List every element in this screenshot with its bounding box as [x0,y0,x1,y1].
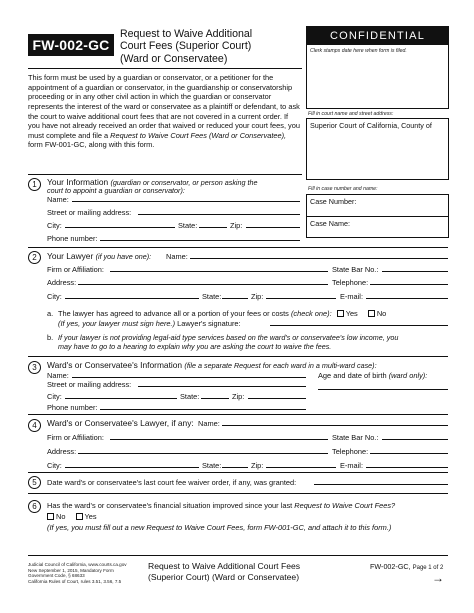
s1-zip-label: Zip: [230,221,243,230]
s3-state-field[interactable] [201,391,229,399]
form-title [120,28,300,65]
s3-street-label: Street or mailing address: [47,380,132,389]
s2-a-text [58,309,386,318]
section-2-rule [28,247,448,248]
s3-age-note: (ward only): [388,371,428,380]
s4-bar-label: State Bar No.: [332,433,379,442]
case-number-field[interactable]: Case Number: [310,197,357,206]
s2-city-label: City: [47,292,62,301]
s1-city-field[interactable] [65,220,175,228]
s3-name-field[interactable] [72,370,306,378]
s3-age-label [318,371,427,380]
s4-name-label: Name: [198,419,220,428]
section-1-rule [28,174,302,175]
section-5-number: 5 [28,476,41,489]
court-label: Fill in court name and street address: [308,111,394,117]
s1-phone-label: Phone number: [47,234,98,243]
s6-question-form-ref: Request to Waive Court Fees? [294,501,396,510]
s3-zip-field[interactable] [248,391,306,399]
footer-left-1: Judicial Council of California, www.courts.ca.gov [28,562,127,567]
s2-telephone-label: Telephone: [332,278,369,287]
s2-a-no-checkbox[interactable] [368,310,375,317]
footer-page-number: Page 1 of 2 [412,565,444,571]
s1-zip-field[interactable] [246,220,300,228]
s4-telephone-label: Telephone: [332,447,369,456]
s4-zip-field[interactable] [266,460,336,468]
s2-a-label: a. [47,309,54,318]
s2-a-question: The lawyer has agreed to advance all or a portion of your fees or costs [58,309,289,318]
footer-form-number: FW-002-GC, [370,562,411,571]
s4-firm-field[interactable] [110,432,328,440]
intro-paragraph [28,73,302,150]
s2-address-label: Address: [47,278,77,287]
s6-yes-label: Yes [84,512,97,521]
s1-city-label: City: [47,221,62,230]
s2-firm-label: Firm or Affiliation: [47,265,104,274]
section-2-title-note: (if you have one): [95,252,152,261]
s2-name-field[interactable] [190,251,448,259]
section-2-title [47,251,151,262]
footer-left-2: New September 1, 2015, Mandatory Form [28,567,114,573]
s4-city-field[interactable] [65,460,199,468]
case-divider [306,216,449,217]
s2-b-text-2: may have to go to a hearing to explain why you are asking the court to waive the fees. [58,342,332,351]
s1-state-label: State: [178,221,198,230]
title-line-3: (Ward or Conservatee) [120,52,228,65]
s2-bar-field[interactable] [382,264,448,272]
s3-phone-label: Phone number: [47,403,98,412]
section-6-rule [28,493,448,494]
s3-name-label: Name: [47,371,69,380]
s6-no-label: No [56,512,66,521]
s2-telephone-field[interactable] [370,277,448,285]
s4-state-label: State: [202,461,222,470]
s2-zip-field[interactable] [266,291,336,299]
header-rule [28,68,302,69]
s2-name-label: Name: [166,252,188,261]
s3-age-field[interactable] [318,382,448,390]
intro-text: This form must be used by a guardian or conservator, or a petitioner for the appointment of a guardian or conservator, in the guardianship or conservatorship proceeding or in any other civil action in which the guardian or conservator represents the interest of the ward or conservatee as a plaintiff or defendant, to ask the court to waive additional court fees that are not covered in a current order. If you have not already received an order that waived or reduced your court fees, you must complete and file a [28,73,300,140]
section-1-number: 1 [28,178,41,191]
title-line-2: Court Fees (Superior Court) [120,40,252,53]
s6-yes-checkbox[interactable] [76,513,83,520]
s4-zip-label: Zip: [251,461,264,470]
s3-age-text: Age and date of birth [318,371,387,380]
s4-firm-label: Firm or Affiliation: [47,433,104,442]
section-5-rule [28,472,448,473]
section-2-number: 2 [28,251,41,264]
clerk-stamp-note: Clerk stamps date here when form is filed. [310,48,407,54]
s2-email-label: E-mail: [340,292,363,301]
section-3-number: 3 [28,361,41,374]
s4-state-field[interactable] [222,460,248,468]
s4-address-label: Address: [47,447,77,456]
s6-instruction: (If yes, you must fill out a new Request to Waive Court Fees, form FW-001-GC, and attach it to this form.) [47,523,392,532]
footer-center [148,561,328,582]
s1-name-label: Name: [47,195,69,204]
case-label: Fill in case number and name: [308,186,378,192]
s2-a-check-note: (check one): [290,309,332,318]
s2-a-sub [58,319,241,328]
court-name: Superior Court of California, County of [310,121,432,130]
section-3-title-text: Ward's or Conservatee's Information [47,360,183,370]
s4-telephone-field[interactable] [370,446,448,454]
intro-text-end: form FW-001-GC, along with this form. [28,140,155,150]
s2-firm-field[interactable] [110,264,328,272]
s3-city-field[interactable] [65,391,177,399]
section-2-title-text: Your Lawyer [47,251,94,261]
confidential-banner: CONFIDENTIAL [307,27,448,45]
s2-b-text-1: If your lawyer is not providing legal-aid type services based on the ward's or conservatee's low income, you [58,333,399,342]
s4-city-label: City: [47,461,62,470]
s5-text: Date ward's or conservatee's last court fee waiver order, if any, was granted: [47,478,297,487]
intro-form-ref: Request to Waive Court Fees (Ward or Conservatee), [110,130,287,140]
s2-state-field[interactable] [222,291,248,299]
s2-email-field[interactable] [366,291,448,299]
s1-street-field[interactable] [138,207,300,215]
footer-center-2: (Superior Court) (Ward or Conservatee) [148,571,300,582]
s4-email-label: E-mail: [340,461,363,470]
s3-state-label: State: [180,392,200,401]
s4-email-field[interactable] [366,460,448,468]
s2-zip-label: Zip: [251,292,264,301]
section-3-title-note: (file a separate Request for each ward in a multi-ward case): [184,361,377,370]
s6-options [47,512,97,521]
s3-city-label: City: [47,392,62,401]
s5-date-field[interactable] [314,477,448,485]
section-4-number: 4 [28,419,41,432]
section-3-title [47,360,377,371]
section-6-number: 6 [28,500,41,513]
s1-state-field[interactable] [199,220,227,228]
s2-address-field[interactable] [78,277,328,285]
s2-city-field[interactable] [65,291,199,299]
s3-phone-field[interactable] [100,402,306,410]
s6-question [47,501,395,510]
s1-phone-field[interactable] [100,233,300,241]
footer-center-1: Request to Waive Additional Court Fees [148,561,301,571]
section-1-title-text: Your Information [47,177,109,187]
s4-name-field[interactable] [222,418,448,426]
s2-state-label: State: [202,292,222,301]
form-number: FW-002-GC [28,34,114,56]
s2-b-label: b. [47,333,54,342]
section-4-title: Ward's or Conservatee's Lawyer, if any: [47,418,194,428]
s3-zip-label: Zip: [232,392,245,401]
s6-question-text: Has the ward's or conservatee's financial situation improved since your last [47,501,293,510]
next-page-arrow-icon: → [432,571,444,585]
case-name-field[interactable]: Case Name: [310,219,350,228]
s2-a-yes-label: Yes [345,309,358,318]
title-line-1: Request to Waive Additional [120,28,253,40]
s2-a-signature-label: Lawyer's signature: [177,319,241,328]
section-4-rule [28,414,448,415]
section-3-rule [28,356,448,357]
section-1-title-note: (guardian or conservator, or person asking the [110,178,258,187]
s2-a-sub-note: (If yes, your lawyer must sign here.) [58,319,176,328]
s1-street-label: Street or mailing address: [47,208,132,217]
s3-street-field[interactable] [138,379,306,387]
footer-left [28,562,136,584]
s4-bar-field[interactable] [382,432,448,440]
s4-address-field[interactable] [78,446,328,454]
s2-a-no-label: No [376,309,387,318]
footer-left-4: California Rules of Court, rules 3.51, 3.56, 7.5 [28,578,122,584]
s2-a-signature-field[interactable] [270,318,448,326]
s2-a-yes-checkbox[interactable] [337,310,344,317]
s2-bar-label: State Bar No.: [332,265,379,274]
footer-left-3: Government Code, § 68633 [28,573,85,578]
s1-name-field[interactable] [72,194,300,202]
footer-rule [28,555,448,556]
s6-no-checkbox[interactable] [47,513,54,520]
section-1-title-note-2: court to appoint a guardian or conservator): [47,186,185,195]
